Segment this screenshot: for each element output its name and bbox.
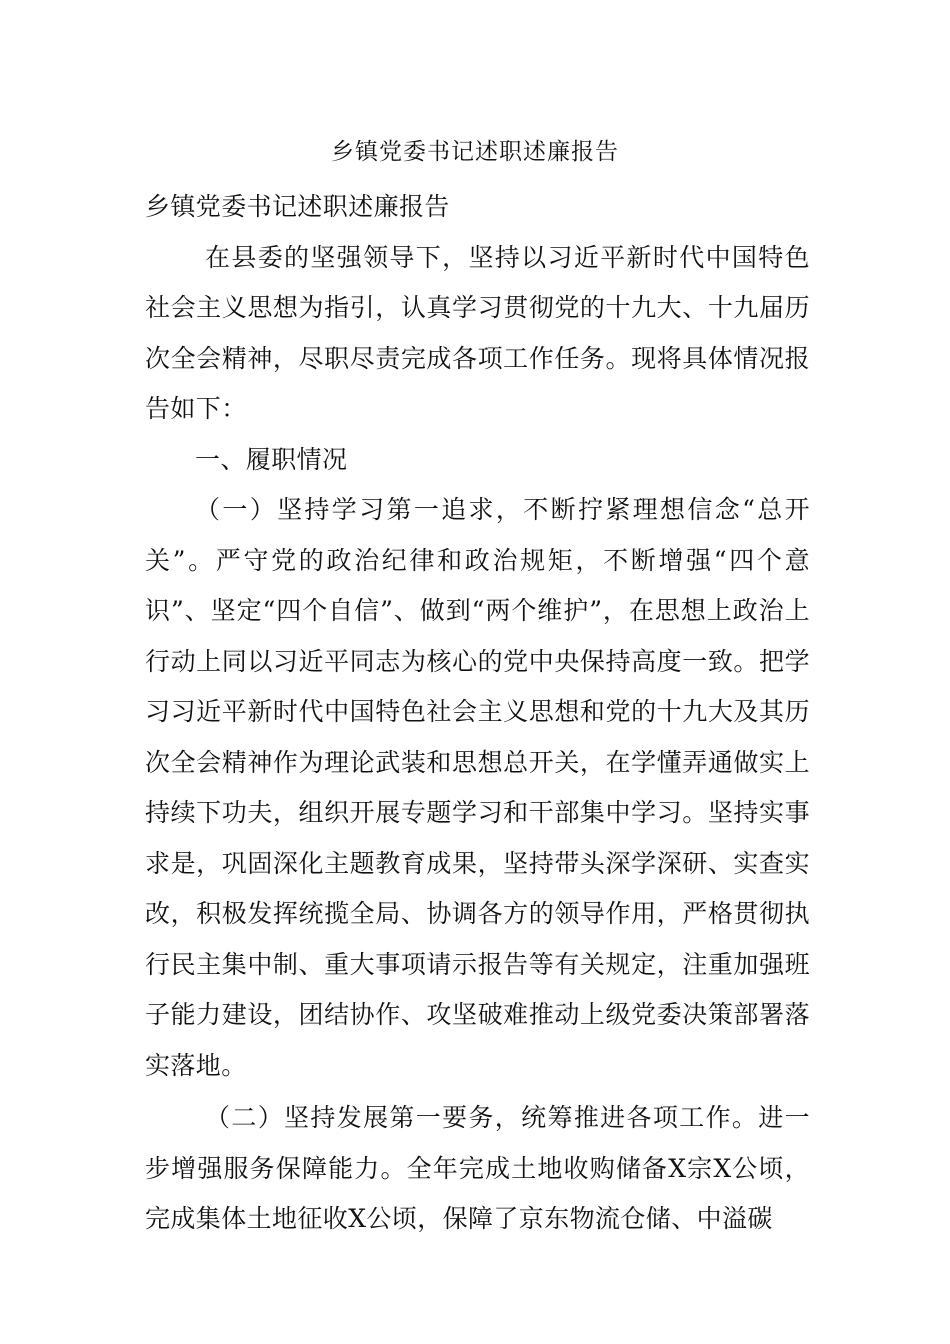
document-body [145,182,810,1245]
section-heading: 一、履职情况 [195,444,348,474]
paragraph-study: （一）坚持学习第一追求，不断拧紧理想信念“总开关”。严守党的政治纪律和政治规矩，不断增强“四个意识”、坚定“四个自信”、做到“两个维护”，在思想上政治上行动上同以习近平同志为核心的党中央保持高度一致。把学习习近平新时代中国特色社会主义思想和党的十九大及其历次全会精神作为理论武装和思想总开关，在学懂弄通做实上持续下功夫，组织开展专题学习和干部集中学习。坚持实事求是，巩固深化主题教育成果，坚持带头深学深研、实查实改，积极发挥统揽全局、协调各方的领导作用，严格贯彻执行民主集中制、重大事项请示报告等有关规定，注重加强班子能力建设，团结协作、攻坚破难推动上级党委决策部署落实落地。 [145,495,810,1080]
document-subtitle: 乡镇党委书记述职述廉报告 [145,192,450,221]
paragraph-development: （二）坚持发展第一要务，统筹推进各项工作。进一步增强服务保障能力。全年完成土地收购储备X宗X公顷，完成集体土地征收X公顷，保障了京东物流仓储、中溢碳 [145,1103,810,1233]
intro-paragraph: 在县委的坚强领导下，坚持以习近平新时代中国特色社会主义思想为指引，认真学习贯彻党的十九大、十九届历次全会精神，尽职尽责完成各项工作任务。现将具体情况报告如下： [145,242,810,423]
document-title: 乡镇党委书记述职述廉报告 [331,139,619,165]
